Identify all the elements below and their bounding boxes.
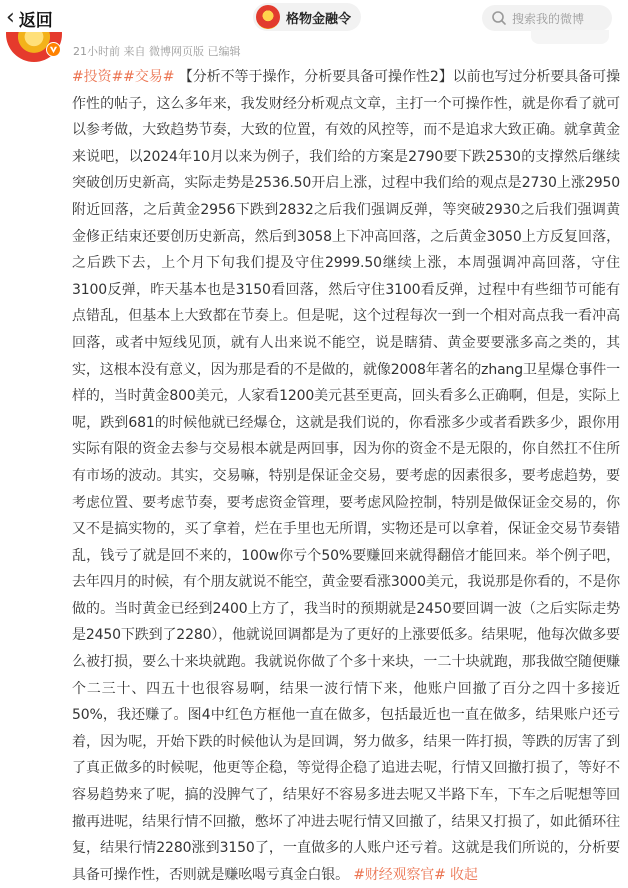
- back-chevron-icon: ‹: [6, 5, 15, 30]
- account-title-pill[interactable]: [253, 3, 361, 31]
- search-input[interactable]: [482, 5, 612, 31]
- back-label: 返回: [18, 10, 53, 31]
- hashtag-invest[interactable]: #投资#: [72, 69, 124, 85]
- post-text: 【分析不等于操作，分析要具备可操作性2】以前也写过分析要具备可操作性的帖子，这么多年来，我发财经分析观点文章，主打一个可操作性，就是你看了就可以参考做，大致趋势节奏，大致的位置，有效的风控等，而不是追求大致正确。就拿黄金来说吧，以2024年10月以来为例子，我们给的方案是2790要下跌2530的支撑然后继续突破创历史新高，实际走势是2536.50开启上涨，过程中我们给的观点是2730上涨2950附近回落，之后黄金2956下跌到2832之后我们强调反弹，等突破2930之后我们强调黄金修正结束还要创历史新高，然后到3058上下冲高回落，之后黄金3050上方反复回落，之后跌下去，上个月下旬我们提及守住2999.50继续上涨，本周强调冲高回落，守住3100反弹，昨天基本也是3150看回落，然后守住3100看反弹，过程中有些细节可能有点错乱，但基本上大致都在节奏上。但是呢，这个过程每次一到一个相对高点我一看冲高回落，或者中短线见顶，就有人出来说不能空，说是瞎猜、黄金要要涨多高之类的，其实，这根本没有意义，因为那是看的不是做的，就像2008年著名的zhang卫星爆仓事件一样的，当时黄金800美元，人家看1200美元甚至更高，回头看多么正确啊，但是，实际上呢，跌到681的时候他就已经爆仓，这就是我们说的，你看涨多少或者看跌多少，跟你用实际有限的资金去参与交易根本就是两回事，因为你的资金不是无限的，你自然扛不住所有市场的波动。其实，交易嘛，特别是保证金交易，要考虑的因素很多，要考虑趋势，要考虑位置、要考虑节奏，要考虑资金管理，要考虑风险控制，特别是做保证金交易的，你又不是搞实物的，买了拿着，烂在手里也无所谓，实物还是可以拿着，保证金交易节奏错乱，钱亏了就是回不来的，100w你亏个50%要赚回来就得翻倍才能回来。举个例子吧，去年四月的时候，有个朋友就说不能空，黄金要看涨3000美元，我说那是你看的，不是你做的。当时黄金已经到2400上方了，我当时的预期就是2450要回调一波（之后实际走势是2450下跌到了2280），他就说回调都是为了更好的上涨要低多。结果呢，他每次做多要么被打损，要么十来块就跑。我就说你做了个多十来块，一二十块就跑，那我做空随便赚个二三十、四五十也很容易啊，结果一波行情下来，他账户回撤了百分之四十多接近50%，我还赚了。图4中红色方框他一直在做多，包括最近也一直在做多，结果账户还亏着，因为呢，开始下跌的时候他认为是回调，努力做多，结果一阵打损，等跌的厉害了到了真正做多的时候呢，他更等企稳，等觉得企稳了追进去呢，行情又回撤打损了，等好不容易趋势来了呢，搞的没脾气了，结果好不容易多进去呢又半路下车，下车之后呢想等回撤再进呢，结果行情不回撤，憋坏了冲进去呢行情又回撤了，结果又打损了，如此循环往复，结果行情2280涨到3150了，一直做多的人账户还亏着。这就是我们所说的，分析要具备可操作性，否则就是赚吆喝亏真金白银。: [72, 69, 620, 883]
- account-name: 格物金融令: [286, 11, 352, 27]
- hashtag-finance-observer[interactable]: #财经观察官#: [353, 866, 446, 883]
- follow-button[interactable]: [531, 30, 609, 44]
- search-icon: [491, 10, 507, 26]
- post-header: [0, 30, 628, 64]
- back-button[interactable]: [6, 4, 53, 32]
- post-content: [72, 64, 620, 888]
- vip-badge-icon: [46, 42, 61, 57]
- post-meta: 21小时前 来自 微博网页版 已编辑: [73, 45, 241, 58]
- hashtag-trade[interactable]: #交易#: [123, 69, 175, 85]
- account-avatar-small: [256, 5, 280, 29]
- search-placeholder: 搜索我的微博: [512, 11, 585, 26]
- collapse-link[interactable]: 收起: [450, 866, 478, 883]
